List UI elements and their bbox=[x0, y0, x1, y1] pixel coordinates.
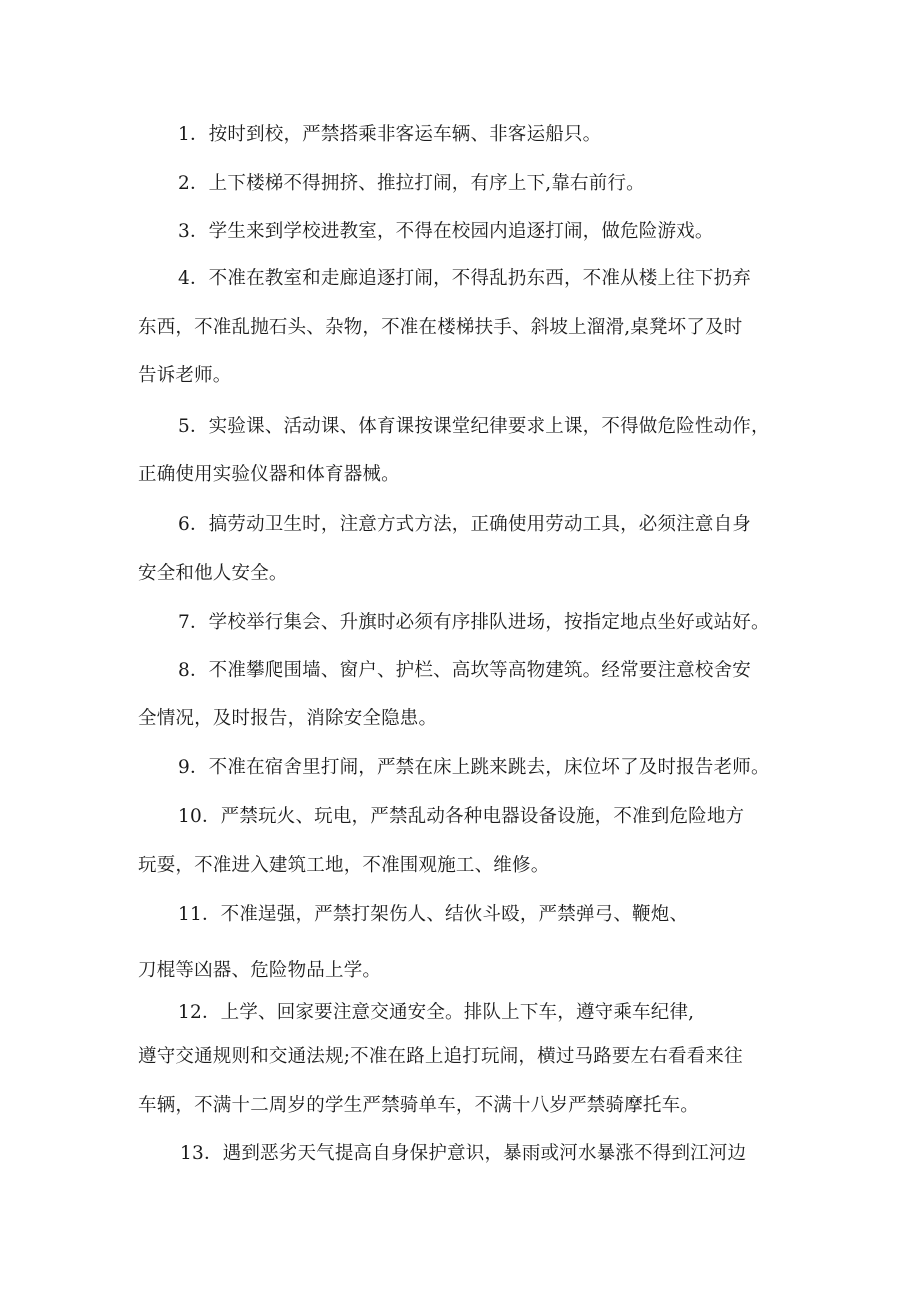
rule-12-line-2: 遵守交通规则和交通法规;不准在路上追打玩闹，横过马路要左右看看来往 bbox=[138, 1046, 743, 1067]
rule-2-line-1: 2．上下楼梯不得拥挤、推拉打闹，有序上下,靠右前行。 bbox=[178, 173, 645, 194]
rule-11-line-1: 11．不准逞强，严禁打架伤人、结伙斗殴，严禁弹弓、鞭炮、 bbox=[178, 904, 689, 925]
rule-5-line-2: 正确使用实验仪器和体育器械。 bbox=[138, 464, 400, 485]
rule-8-line-2: 全情况，及时报告，消除安全隐患。 bbox=[138, 708, 438, 729]
rule-9-line-1: 9．不准在宿舍里打闹，严禁在床上跳来跳去，床位坏了及时报告老师。 bbox=[178, 757, 770, 778]
rule-10-line-1: 10．严禁玩火、玩电，严禁乱动各种电器设备设施，不准到危险地方 bbox=[178, 806, 745, 827]
rule-10-line-2: 玩耍，不准进入建筑工地，不准围观施工、维修。 bbox=[138, 855, 550, 876]
rule-6-line-2: 安全和他人安全。 bbox=[138, 563, 288, 584]
rule-12-line-3: 车辆，不满十二周岁的学生严禁骑单车，不满十八岁严禁骑摩托车。 bbox=[138, 1095, 700, 1116]
rule-3-line-1: 3．学生来到学校进教室，不得在校园内追逐打闹，做危险游戏。 bbox=[178, 221, 714, 242]
rule-11-line-2: 刀棍等凶器、危险物品上学。 bbox=[138, 960, 382, 981]
rule-4-line-3: 告诉老师。 bbox=[138, 365, 232, 386]
rule-13-line-1: 13．遇到恶劣天气提高自身保护意识，暴雨或河水暴涨不得到江河边 bbox=[180, 1143, 747, 1164]
rule-7-line-1: 7．学校举行集会、升旗时必须有序排队进场，按指定地点坐好或站好。 bbox=[178, 612, 770, 633]
rule-1-line-1: 1．按时到校，严禁搭乘非客运车辆、非客运船只。 bbox=[178, 124, 602, 145]
rule-5-line-1: 5．实验课、活动课、体育课按课堂纪律要求上课，不得做危险性动作， bbox=[178, 416, 770, 437]
rule-8-line-1: 8．不准攀爬围墙、窗户、护栏、高坎等高物建筑。经常要注意校舍安 bbox=[178, 660, 751, 681]
rule-4-line-1: 4．不准在教室和走廊追逐打闹，不得乱扔东西，不准从楼上往下扔弃 bbox=[178, 268, 751, 289]
rule-12-line-1: 12．上学、回家要注意交通安全。排队上下车，遵守乘车纪律, bbox=[178, 1002, 695, 1023]
rule-4-line-2: 东西，不准乱抛石头、杂物，不准在楼梯扶手、斜坡上溜滑,桌凳坏了及时 bbox=[138, 317, 743, 338]
rule-6-line-1: 6．搞劳动卫生时，注意方式方法，正确使用劳动工具，必须注意自身 bbox=[178, 514, 751, 535]
